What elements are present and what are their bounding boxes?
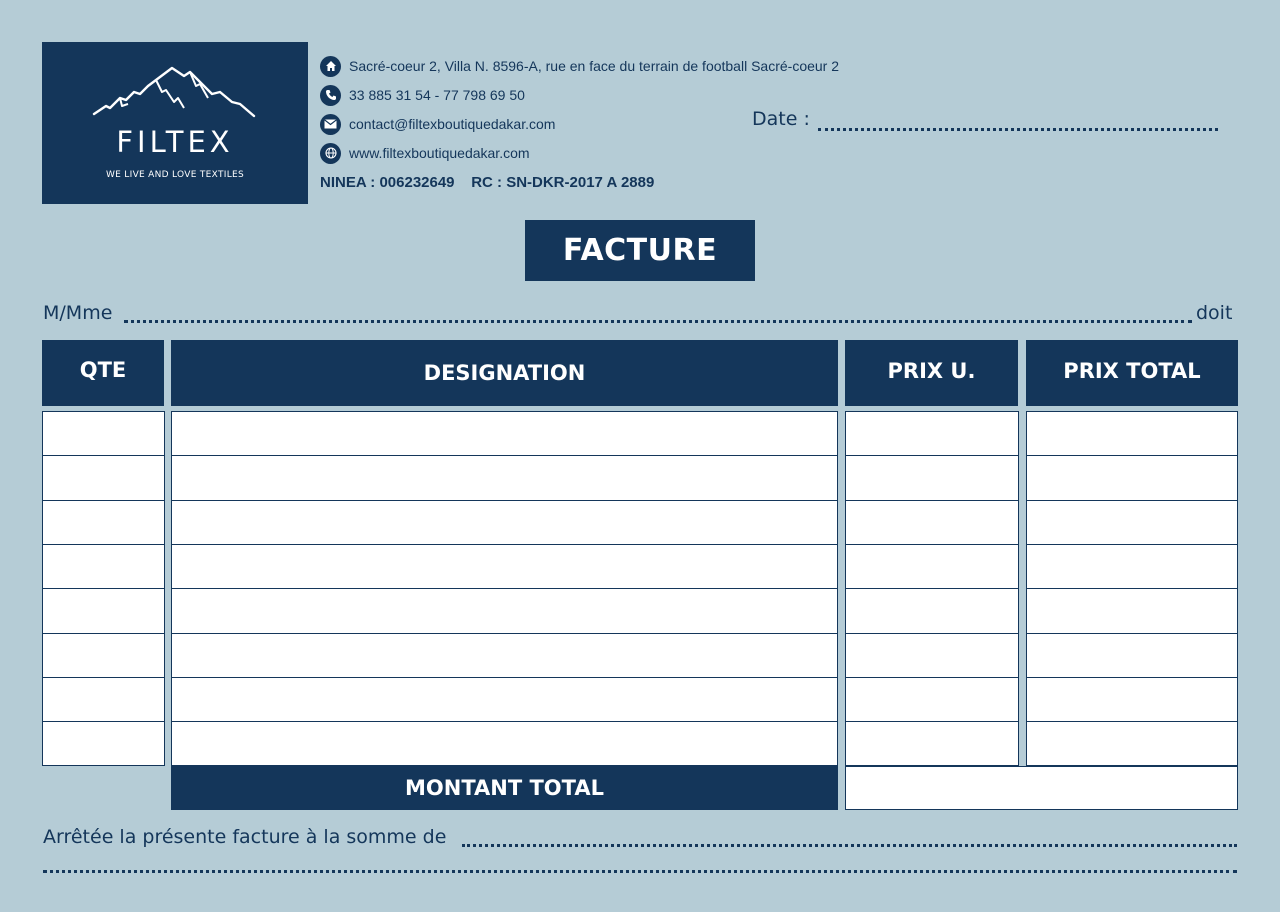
- unit-price-cell[interactable]: [845, 633, 1019, 678]
- date-label: Date :: [752, 108, 810, 130]
- header-total-price: PRIX TOTAL: [1026, 340, 1238, 406]
- designation-cell[interactable]: [171, 411, 838, 456]
- total-price-cell[interactable]: [1026, 544, 1238, 589]
- total-price-cell[interactable]: [1026, 588, 1238, 634]
- total-price-cell[interactable]: [1026, 455, 1238, 501]
- total-price-cell[interactable]: [1026, 721, 1238, 766]
- unit-price-cell[interactable]: [845, 544, 1019, 589]
- mountain-icon: [92, 64, 258, 124]
- header-designation: DESIGNATION: [171, 340, 838, 406]
- contact-address: [320, 55, 839, 77]
- unit-price-cell[interactable]: [845, 721, 1019, 766]
- designation-cell[interactable]: [171, 544, 838, 589]
- unit-price-cell[interactable]: [845, 588, 1019, 634]
- registration-numbers: NINEA : 006232649 RC : SN-DKR-2017 A 2889: [320, 174, 655, 191]
- unit-price-cell[interactable]: [845, 411, 1019, 456]
- designation-cell[interactable]: [171, 677, 838, 722]
- total-price-cell[interactable]: [1026, 677, 1238, 722]
- contact-website[interactable]: [320, 142, 530, 164]
- client-suffix: doit: [1196, 302, 1233, 324]
- qty-cell[interactable]: [42, 500, 165, 545]
- amount-in-words-field[interactable]: [462, 836, 1237, 847]
- client-label: M/Mme: [43, 302, 113, 324]
- unit-price-cell[interactable]: [845, 500, 1019, 545]
- designation-cell[interactable]: [171, 633, 838, 678]
- phone-icon: [320, 85, 341, 106]
- amount-in-words-field-continued[interactable]: [43, 862, 1237, 873]
- brand-tagline: WE LIVE AND LOVE TEXTILES: [105, 170, 245, 180]
- total-amount-field[interactable]: [845, 766, 1238, 810]
- unit-price-cell[interactable]: [845, 455, 1019, 501]
- qty-cell[interactable]: [42, 633, 165, 678]
- document-title: FACTURE: [525, 220, 755, 281]
- total-label: MONTANT TOTAL: [171, 766, 838, 810]
- qty-cell[interactable]: [42, 721, 165, 766]
- contact-address-text: Sacré-coeur 2, Villa N. 8596-A, rue en face du terrain de football Sacré-coeur 2: [349, 58, 840, 74]
- designation-cell[interactable]: [171, 500, 838, 545]
- qty-cell[interactable]: [42, 455, 165, 501]
- qty-cell[interactable]: [42, 411, 165, 456]
- contact-phone: [320, 84, 525, 106]
- unit-price-cell[interactable]: [845, 677, 1019, 722]
- contact-email[interactable]: [320, 113, 555, 135]
- qty-cell[interactable]: [42, 588, 165, 634]
- contact-website-text[interactable]: www.filtexboutiquedakar.com: [349, 145, 530, 161]
- brand-name: FILTEX: [116, 125, 234, 159]
- qty-cell[interactable]: [42, 677, 165, 722]
- header-unit-price: PRIX U.: [845, 340, 1018, 406]
- contact-email-text[interactable]: contact@filtexboutiquedakar.com: [349, 116, 556, 132]
- company-logo: [42, 42, 308, 204]
- designation-cell[interactable]: [171, 455, 838, 501]
- total-price-cell[interactable]: [1026, 411, 1238, 456]
- designation-cell[interactable]: [171, 588, 838, 634]
- client-name-field[interactable]: [124, 312, 1192, 323]
- qty-cell[interactable]: [42, 544, 165, 589]
- header-qty: QTE: [42, 340, 164, 406]
- mail-icon: [320, 114, 341, 135]
- date-field[interactable]: [818, 120, 1218, 131]
- amount-in-words-label: Arrêtée la présente facture à la somme de: [43, 826, 447, 848]
- home-icon: [320, 56, 341, 77]
- globe-icon: [320, 143, 341, 164]
- total-price-cell[interactable]: [1026, 500, 1238, 545]
- designation-cell[interactable]: [171, 721, 838, 766]
- total-price-cell[interactable]: [1026, 633, 1238, 678]
- contact-phone-text: 33 885 31 54 - 77 798 69 50: [349, 87, 525, 103]
